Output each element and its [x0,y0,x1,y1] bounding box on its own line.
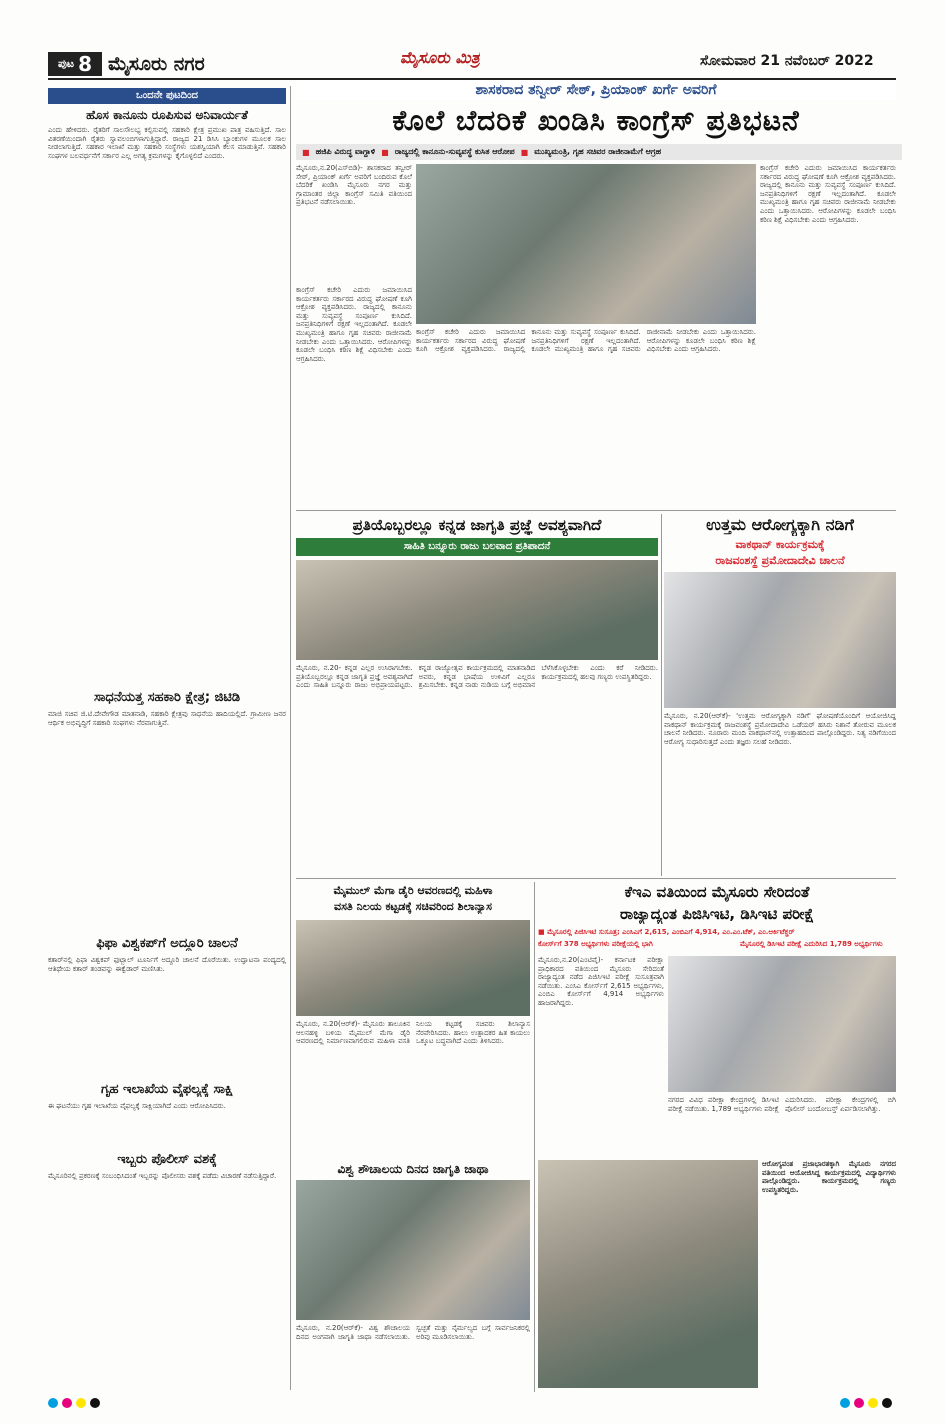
lead-tags [296,144,902,160]
kannada-subheadline: ಸಾಹಿತಿ ಬನ್ನೂರು ರಾಜು ಬಲವಾದ ಪ್ರತಿಪಾದನೆ [296,538,658,556]
lead-body-text-3: ಕಾಂಗ್ರೆಸ್ ಕಚೇರಿ ಎದುರು ಜಮಾಯಿಸಿದ ಕಾರ್ಯಕರ್ತರು ಸರ್ಕಾರದ ವಿರುದ್ಧ ಘೋಷಣೆ ಕೂಗಿ ಆಕ್ರೋಶ ವ್ಯಕ್ತಪಡಿಸಿದರು. ರಾಜ್ಯದಲ್ಲಿ ಕಾನೂನು ಮತ್ತು ಸುವ್ಯವಸ್ಥೆ ಸಂಪೂರ್ಣ ಕುಸಿದಿದೆ. ಜನಪ್ರತಿನಿಧಿಗಳಿಗೆ ರಕ್ಷಣೆ ಇಲ್ಲದಂತಾಗಿದೆ. ಕೂಡಲೇ ಮುಖ್ಯಮಂತ್ರಿ ಹಾಗೂ ಗೃಹ ಸಚಿವರು ರಾಜೀನಾಮೆ ನೀಡಬೇಕು ಎಂದು ಒತ್ತಾಯಿಸಿದರು. ಆರೋಪಿಗಳನ್ನು ಕೂಡಲೇ ಬಂಧಿಸಿ ಕಠಿಣ ಶಿಕ್ಷೆ ವಿಧಿಸಬೇಕು ಎಂದು ಆಗ್ರಹಿಸಿದರು. [760,164,896,224]
issue-date: ಸೋಮವಾರ 21 ನವೆಂಬರ್ 2022 [700,53,874,69]
left-text-3: ಕತಾರ್‌ನಲ್ಲಿ ಫಿಫಾ ವಿಶ್ವಕಪ್ ಫುಟ್ಬಾಲ್ ಟೂರ್ನಿಗೆ ಅದ್ದೂರಿ ಚಾಲನೆ ದೊರೆಯಿತು. ಉದ್ಘಾಟನಾ ಪಂದ್ಯದಲ್ಲಿ ಆತಿಥೇಯ ಕತಾರ್ ತಂಡವನ್ನು ಈಕ್ವೆಡಾರ್ ಮಣಿಸಿತು. [48,956,286,973]
column-divider [534,882,535,1392]
lead-kicker: ಶಾಸಕರಾದ ತನ್ವೀರ್ ಸೇಠ್, ಪ್ರಿಯಾಂಕ್ ಖರ್ಗೆ ಅವರಿಗೆ [296,80,896,100]
toilet-day-photo [296,1180,530,1320]
tag-bullet-icon: ■ [520,147,529,157]
toilet-text: ಮೈಸೂರು, ನ.20(ಆರ್‌ಕೆ)- ವಿಶ್ವ ಶೌಚಾಲಯ ದಿನದ ಅಂಗವಾಗಿ ಜಾಗೃತಿ ಜಾಥಾ ನಡೆಸಲಾಯಿತು. ಸ್ವಚ್ಛತೆ ಮತ್ತು ನೈರ್ಮಲ್ಯದ ಬಗ್ಗೆ ಸಾರ್ವಜನಿಕರಲ್ಲಿ ಅರಿವು ಮೂಡಿಸಲಾಯಿತು. [296,1324,530,1341]
page-number-badge [48,52,102,76]
left-text-2: ಮಾಜಿ ಸಚಿವ ಜಿ.ಟಿ.ದೇವೇಗೌಡ ಮಾತನಾಡಿ, ಸಹಕಾರಿ ಕ್ಷೇತ್ರವು ಸಾಧನೆಯ ಹಾದಿಯಲ್ಲಿದೆ. ಗ್ರಾಮೀಣ ಜನರ ಆರ್ಥಿಕ ಅಭಿವೃದ್ಧಿಗೆ ಸಹಕಾರಿ ಸಂಘಗಳು ನೆರವಾಗುತ್ತಿವೆ. [48,710,286,727]
left-text-1: ಎಂದು ಹೇಳಿದರು. ರೈತರಿಗೆ ಸಾಲಸೌಲಭ್ಯ ಕಲ್ಪಿಸುವಲ್ಲಿ ಸಹಕಾರಿ ಕ್ಷೇತ್ರ ಪ್ರಮುಖ ಪಾತ್ರ ವಹಿಸುತ್ತಿದೆ. ಸಾಲ ವಿತರಣೆಯಿಂದಾಗಿ ರೈತರು ಸ್ವಾವಲಂಬಿಗಳಾಗುತ್ತಿದ್ದಾರೆ. ರಾಜ್ಯದ 21 ಡಿಸಿಸಿ ಬ್ಯಾಂಕುಗಳ ಮೂಲಕ ಸಾಲ ನೀಡಲಾಗುತ್ತಿದೆ. ಸಹಕಾರ ಇಲಾಖೆ ಮತ್ತು ಸಹಕಾರಿ ಸಂಸ್ಥೆಗಳು ಯಶಸ್ವಿಯಾಗಿ ಕೆಲಸ ಮಾಡುತ್ತಿವೆ. ಸಹಕಾರಿ ಸಂಘಗಳ ಬಲವರ್ಧನೆಗೆ ಸರ್ಕಾರ ಎಲ್ಲ ಅಗತ್ಯ ಕ್ರಮಗಳನ್ನು ಕೈಗೊಳ್ಳಲಿದೆ ಎಂದರು. [48,126,286,160]
kea-bullet-3: ಮೈಸೂರಲ್ಲಿ ಡಿಸಿಇಟಿ ಪರೀಕ್ಷೆ ಎದುರಿಸಿದ 1,789 ಅಭ್ಯರ್ಥಿಗಳು [740,940,883,948]
cyan-registration-mark [840,1398,850,1408]
magenta-registration-mark [62,1398,72,1408]
section-divider [296,878,896,879]
health-sub-2: ರಾಜವಂಶಸ್ಥೆ ಪ್ರಮೋದಾದೇವಿ ಚಾಲನೆ [715,554,845,567]
continued-banner: ಒಂದನೇ ಪುಟದಿಂದ [48,88,286,104]
toilet-headline: ವಿಶ್ವ ಶೌಚಾಲಯ ದಿನದ ಜಾಗೃತಿ ಜಾಥಾ [337,1162,489,1176]
section-name: ಮೈಸೂರು ನಗರ [108,53,205,75]
page-label: ಪುಟ [57,57,75,70]
page-number: 8 [78,52,93,76]
kea-bullet-1: ■ ಮೈಸೂರಲ್ಲಿ ಪಿಜಿಸಿಇಟಿ ಸುಸೂತ್ರ; ಎಂಸಿಎಗೆ 2,615, ಎಂಬಿಎಗೆ 4,914, ಎಂ.ಎಂ.ಟೆಕ್, ಎಂ.ಆರ್ಕಿಟೆಕ್ಚರ್ [538,928,795,936]
black-registration-mark [90,1398,100,1408]
cyan-registration-mark [48,1398,58,1408]
health-headline: ಉತ್ತಮ ಆರೋಗ್ಯಕ್ಕಾಗಿ ನಡಿಗೆ [706,515,854,534]
left-headline-2: ಸಾಧನೆಯತ್ತ ಸಹಕಾರಿ ಕ್ಷೇತ್ರ; ಜಿಟಿಡಿ [93,690,241,705]
lead-intro-text: ಮೈಸೂರು,ನ.20(ಎಸ್‌ಬಿಡಿ)- ಶಾಸಕರಾದ ತನ್ವೀರ್ ಸೇಠ್, ಪ್ರಿಯಾಂಕ್ ಖರ್ಗೆ ಅವರಿಗೆ ಬಂದಿರುವ ಕೊಲೆ ಬೆದರಿಕೆ ಖಂಡಿಸಿ ಮೈಸೂರು ನಗರ ಮತ್ತು ಗ್ರಾಮಾಂತರ ಜಿಲ್ಲಾ ಕಾಂಗ್ರೆಸ್ ಸಮಿತಿ ವತಿಯಿಂದ ಪ್ರತಿಭಟನೆ ನಡೆಸಲಾಯಿತು. [296,164,412,207]
tag-bullet-icon: ■ [302,147,310,157]
lead-tag-1: ಹಜಿಪಿ ವಿರುದ್ಧ ವಾಗ್ದಾಳಿ [315,147,376,156]
health-text: ಮೈಸೂರು, ನ.20(ಆರ್‌ಕೆ)- 'ಉತ್ತಮ ಆರೋಗ್ಯಕ್ಕಾಗಿ ನಡಿಗೆ' ಘೋಷಣೆಯೊಂದಿಗೆ ಆಯೋಜಿಸಿದ್ದ ವಾಕಥಾನ್ ಕಾರ್ಯಕ್ರಮಕ್ಕೆ ರಾಜವಂಶಸ್ಥೆ ಪ್ರಮೋದಾದೇವಿ ಒಡೆಯರ್ ಹಸಿರು ನಿಶಾನೆ ತೋರುವ ಮೂಲಕ ಚಾಲನೆ ನೀಡಿದರು. ನೂರಾರು ಮಂದಿ ವಾಕಥಾನ್‌ನಲ್ಲಿ ಉತ್ಸಾಹದಿಂದ ಪಾಲ್ಗೊಂಡಿದ್ದರು. ನಿತ್ಯ ನಡಿಗೆಯಿಂದ ಆರೋಗ್ಯ ಸುಧಾರಿಸುತ್ತದೆ ಎಂದು ತಜ್ಞರು ಸಲಹೆ ನೀಡಿದರು. [664,712,896,746]
masthead: ಮೈಸೂರು ಮಿತ್ರ [400,48,480,67]
dairy-headline-2: ವಸತಿ ನಿಲಯ ಕಟ್ಟಡಕ್ಕೆ ಸಚಿವರಿಂದ ಶಿಲಾನ್ಯಾಸ [334,900,492,913]
magenta-registration-mark [854,1398,864,1408]
black-registration-mark [882,1398,892,1408]
dairy-text: ಮೈಸೂರು, ನ.20(ಆರ್‌ಕೆ)- ಮೈಸೂರು ತಾಲೂಕಿನ ಆಲನಹಳ್ಳಿ ಬಳಿಯ ಮೈಮುಲ್ ಮೆಗಾ ಡೈರಿ ಆವರಣದಲ್ಲಿ ನಿರ್ಮಾಣವಾಗಲಿರುವ ಮಹಿಳಾ ವಸತಿ ನಿಲಯ ಕಟ್ಟಡಕ್ಕೆ ಸಚಿವರು ಶಿಲಾನ್ಯಾಸ ನೆರವೇರಿಸಿದರು. ಹಾಲು ಉತ್ಪಾದಕರ ಹಿತ ಕಾಯಲು ಒಕ್ಕೂಟ ಬದ್ಧವಾಗಿದೆ ಎಂದು ತಿಳಿಸಿದರು. [296,1020,530,1046]
exam-hall-photo [668,956,896,1092]
health-sub-1: ವಾಕಥಾನ್ ಕಾರ್ಯಕ್ರಮಕ್ಕೆ [735,538,825,551]
lead-tag-2: ರಾಜ್ಯದಲ್ಲಿ ಕಾನೂನು-ಸುವ್ಯವಸ್ಥೆ ಕುಸಿತ ಆರೋಪ [394,147,515,156]
kannada-event-photo [296,560,658,660]
left-headline-5: ಇಬ್ಬರು ಪೊಲೀಸ್ ವಶಕ್ಕೆ [117,1152,217,1167]
lead-tag-3: ಮುಖ್ಯಮಂತ್ರಿ, ಗೃಹ ಸಚಿವರ ರಾಜೀನಾಮೆಗೆ ಆಗ್ರಹ [534,147,662,156]
left-text-5: ಮೈಸೂರಿನಲ್ಲಿ ಪ್ರಕರಣಕ್ಕೆ ಸಂಬಂಧಿಸಿದಂತೆ ಇಬ್ಬರನ್ನು ಪೊಲೀಸರು ವಶಕ್ಕೆ ಪಡೆದು ವಿಚಾರಣೆ ನಡೆಸುತ್ತಿದ್ದಾರೆ. [48,1172,277,1180]
yellow-registration-mark [76,1398,86,1408]
kea-text-b: ನಗರದ ವಿವಿಧ ಪರೀಕ್ಷಾ ಕೇಂದ್ರಗಳಲ್ಲಿ ಡಿಸಿಇಟಿ ಪರೀಕ್ಷೆ ನಡೆಯಿತು. 1,789 ಅಭ್ಯರ್ಥಿಗಳು ಪರೀಕ್ಷೆ ಎದುರಿಸಿದರು. ಪರೀಕ್ಷಾ ಕೇಂದ್ರಗಳಲ್ಲಿ ಬಿಗಿ ಪೊಲೀಸ್ ಬಂದೋಬಸ್ತ್ ಏರ್ಪಡಿಸಲಾಗಿತ್ತು. [668,1096,896,1113]
kannada-headline: ಪ್ರತಿಯೊಬ್ಬರಲ್ಲೂ ಕನ್ನಡ ಜಾಗೃತಿ ಪ್ರಜ್ಞೆ ಅವಶ್ಯವಾಗಿದೆ [352,516,602,534]
yellow-registration-mark [868,1398,878,1408]
tag-bullet-icon: ■ [381,147,389,157]
walkathon-photo [664,572,896,708]
students-group-photo [538,1160,758,1388]
protest-photo [416,164,756,324]
left-headline-1: ಹೊಸ ಕಾನೂನು ರೂಪಿಸುವ ಅನಿವಾರ್ಯತೆ [86,108,248,122]
photo-caption: ಆರೋಗ್ಯವಂತ ಪ್ರಜಾಭಾರತಕ್ಕಾಗಿ ಮೈಸೂರು ನಗರದ ವತಿಯಿಂದ ಆಯೋಜಿಸಿದ್ದ ಕಾರ್ಯಕ್ರಮದಲ್ಲಿ ವಿದ್ಯಾರ್ಥಿಗಳು ಪಾಲ್ಗೊಂಡಿದ್ದರು. ಕಾರ್ಯಕ್ರಮದಲ್ಲಿ ಗಣ್ಯರು ಉಪಸ್ಥಿತರಿದ್ದರು. [762,1160,896,1194]
lead-body-text-1: ಕಾಂಗ್ರೆಸ್ ಕಚೇರಿ ಎದುರು ಜಮಾಯಿಸಿದ ಕಾರ್ಯಕರ್ತರು ಸರ್ಕಾರದ ವಿರುದ್ಧ ಘೋಷಣೆ ಕೂಗಿ ಆಕ್ರೋಶ ವ್ಯಕ್ತಪಡಿಸಿದರು. ರಾಜ್ಯದಲ್ಲಿ ಕಾನೂನು ಮತ್ತು ಸುವ್ಯವಸ್ಥೆ ಸಂಪೂರ್ಣ ಕುಸಿದಿದೆ. ಜನಪ್ರತಿನಿಧಿಗಳಿಗೆ ರಕ್ಷಣೆ ಇಲ್ಲದಂತಾಗಿದೆ. ಕೂಡಲೇ ಮುಖ್ಯಮಂತ್ರಿ ಹಾಗೂ ಗೃಹ ಸಚಿವರು ರಾಜೀನಾಮೆ ನೀಡಬೇಕು ಎಂದು ಒತ್ತಾಯಿಸಿದರು. ಆರೋಪಿಗಳನ್ನು ಕೂಡಲೇ ಬಂಧಿಸಿ ಕಠಿಣ ಶಿಕ್ಷೆ ವಿಧಿಸಬೇಕು ಎಂದು ಆಗ್ರಹಿಸಿದರು. [296,286,412,363]
kannada-text: ಮೈಸೂರು, ನ.20- ಕನ್ನಡ ಎಲ್ಲರ ಉಸಿರಾಗಬೇಕು. ಪ್ರತಿಯೊಬ್ಬರಲ್ಲೂ ಕನ್ನಡ ಜಾಗೃತಿ ಪ್ರಜ್ಞೆ ಅವಶ್ಯವಾಗಿದೆ ಎಂದು ಸಾಹಿತಿ ಬನ್ನೂರು ರಾಜು ಅಭಿಪ್ರಾಯಪಟ್ಟರು. ಕನ್ನಡ ರಾಜ್ಯೋತ್ಸವ ಕಾರ್ಯಕ್ರಮದಲ್ಲಿ ಮಾತನಾಡಿದ ಅವರು, ಕನ್ನಡ ಭಾಷೆಯ ಉಳಿವಿಗೆ ಎಲ್ಲರೂ ಶ್ರಮಿಸಬೇಕು. ಕನ್ನಡ ನಾಡು ನುಡಿಯ ಬಗ್ಗೆ ಅಭಿಮಾನ ಬೆಳೆಸಿಕೊಳ್ಳಬೇಕು ಎಂದು ಕರೆ ನೀಡಿದರು. ಕಾರ್ಯಕ್ರಮದಲ್ಲಿ ಹಲವು ಗಣ್ಯರು ಉಪಸ್ಥಿತರಿದ್ದರು. [296,664,658,690]
lead-body-text-2: ಕಾಂಗ್ರೆಸ್ ಕಚೇರಿ ಎದುರು ಜಮಾಯಿಸಿದ ಕಾರ್ಯಕರ್ತರು ಸರ್ಕಾರದ ವಿರುದ್ಧ ಘೋಷಣೆ ಕೂಗಿ ಆಕ್ರೋಶ ವ್ಯಕ್ತಪಡಿಸಿದರು. ರಾಜ್ಯದಲ್ಲಿ ಕಾನೂನು ಮತ್ತು ಸುವ್ಯವಸ್ಥೆ ಸಂಪೂರ್ಣ ಕುಸಿದಿದೆ. ಜನಪ್ರತಿನಿಧಿಗಳಿಗೆ ರಕ್ಷಣೆ ಇಲ್ಲದಂತಾಗಿದೆ. ಕೂಡಲೇ ಮುಖ್ಯಮಂತ್ರಿ ಹಾಗೂ ಗೃಹ ಸಚಿವರು ರಾಜೀನಾಮೆ ನೀಡಬೇಕು ಎಂದು ಒತ್ತಾಯಿಸಿದರು. ಆರೋಪಿಗಳನ್ನು ಕೂಡಲೇ ಬಂಧಿಸಿ ಕಠಿಣ ಶಿಕ್ಷೆ ವಿಧಿಸಬೇಕು ಎಂದು ಆಗ್ರಹಿಸಿದರು. [416,328,756,354]
column-divider [661,514,662,876]
kea-text-a: ಮೈಸೂರು,ನ.20(ಎಂಟಿವೈ)- ಕರ್ನಾಟಕ ಪರೀಕ್ಷಾ ಪ್ರಾಧಿಕಾರದ ವತಿಯಿಂದ ಮೈಸೂರು ಸೇರಿದಂತೆ ರಾಜ್ಯಾದ್ಯಂತ ನಡೆದ ಪಿಜಿಸಿಇಟಿ ಪರೀಕ್ಷೆ ಸುಸೂತ್ರವಾಗಿ ನಡೆಯಿತು. ಎಂಸಿಎ ಕೋರ್ಸ್‌ಗೆ 2,615 ಅಭ್ಯರ್ಥಿಗಳು, ಎಂಬಿಎ ಕೋರ್ಸ್‌ಗೆ 4,914 ಅಭ್ಯರ್ಥಿಗಳು ಹಾಜರಾಗಿದ್ದರು. [538,956,664,1007]
kea-headline-2: ರಾಜ್ಯಾದ್ಯಂತ ಪಿಜಿಸಿಇಟಿ, ಡಿಸಿಇಟಿ ಪರೀಕ್ಷೆ [619,905,815,923]
column-divider [290,86,291,1390]
lead-headline: ಕೊಲೆ ಬೆದರಿಕೆ ಖಂಡಿಸಿ ಕಾಂಗ್ರೆಸ್ ಪ್ರತಿಭಟನೆ [392,104,800,137]
dairy-headline-1: ಮೈಮುಲ್ ಮೆಗಾ ಡೈರಿ ಆವರಣದಲ್ಲಿ ಮಹಿಳಾ [333,884,493,897]
bullet-icon: ■ [538,928,548,936]
left-text-4: ಈ ಘಟನೆಯು ಗೃಹ ಇಲಾಖೆಯ ವೈಫಲ್ಯಕ್ಕೆ ಸಾಕ್ಷಿಯಾಗಿದೆ ಎಂದು ಆರೋಪಿಸಿದರು. [48,1102,226,1110]
left-headline-3: ಫಿಫಾ ವಿಶ್ವಕಪ್‌ಗೆ ಅದ್ದೂರಿ ಚಾಲನೆ [96,936,238,951]
section-divider [296,510,896,511]
dairy-photo [296,920,530,1016]
kea-headline-1: ಕೆಇಎ ವತಿಯಿಂದ ಮೈಸೂರು ಸೇರಿದಂತೆ [624,883,810,901]
left-headline-4: ಗೃಹ ಇಲಾಖೆಯ ವೈಫಲ್ಯಕ್ಕೆ ಸಾಕ್ಷಿ [100,1082,234,1097]
kea-bullet-2: ಕೋರ್ಸ್‌ಗೆ 378 ಅಭ್ಯರ್ಥಿಗಳು ಪರೀಕ್ಷೆಯಲ್ಲಿ ಭಾಗಿ [538,940,653,948]
